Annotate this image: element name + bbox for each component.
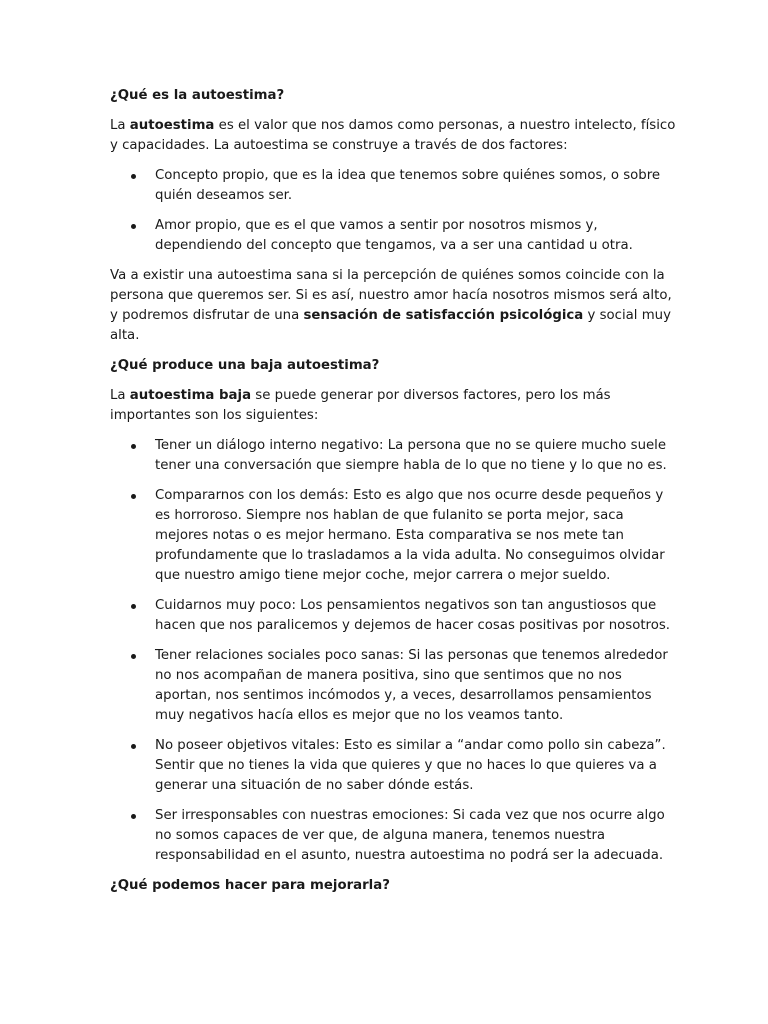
text-run: es el valor que nos damos como personas, a nuestro intelecto, físico y capacidades. La autoestima se construye a través de dos factores: <box>110 118 676 153</box>
section-heading-que-es: ¿Qué es la autoestima? <box>110 88 285 103</box>
list-item <box>110 486 678 586</box>
bullet-icon <box>131 654 136 659</box>
list-item-text: Amor propio, que es el que vamos a sentir por nosotros mismos y, dependiendo del concepto que tengamos, va a ser una cantidad u otra. <box>155 218 633 253</box>
bold-term-satisfaccion: sensación de satisfacción psicológica <box>303 308 584 323</box>
list-item <box>110 736 678 796</box>
bullet-icon <box>131 814 136 819</box>
bold-term-autoestima-baja: autoestima baja <box>129 388 252 403</box>
bullet-icon <box>131 744 136 749</box>
list-item-text: Cuidarnos muy poco: Los pensamientos negativos son tan angustiosos que hacen que nos paralicemos y dejemos de hacer cosas positivas por nosotros. <box>155 598 671 633</box>
text-run: La <box>110 388 130 403</box>
list-item <box>110 436 678 476</box>
paragraph-autoestima-sana <box>110 266 678 346</box>
section-heading-baja-autoestima: ¿Qué produce una baja autoestima? <box>110 358 380 373</box>
list-item-text: Compararnos con los demás: Esto es algo que nos ocurre desde pequeños y es horroroso. Siempre nos hablan de que fulanito se porta mejor, saca mejores notas o es mejor hermano. Esta comparativa se nos mete tan profundamente que lo trasladamos a la vida adulta. No conseguimos olvidar que nuestro amigo tiene mejor coche, mejor carrera o mejor sueldo. <box>155 488 665 583</box>
list-item <box>110 806 678 866</box>
list-item <box>110 596 678 636</box>
causas-list <box>110 436 678 866</box>
list-item <box>110 166 678 206</box>
bullet-icon <box>131 174 136 179</box>
text-run: La <box>110 118 130 133</box>
list-item-text: Tener relaciones sociales poco sanas: Si las personas que tenemos alrededor no nos acompañan de manera positiva, sino que sentimos que no nos aportan, nos sentimos incómodos y, a veces, desarrollamos pensamientos muy negativos hacía ellos es mejor que no los veamos tanto. <box>155 648 668 723</box>
list-item-text: No poseer objetivos vitales: Esto es similar a “andar como pollo sin cabeza”. Sentir que no tienes la vida que quieres y que no haces lo que quieres va a generar una situación de no saber dónde estás. <box>155 738 666 793</box>
text-run: y social muy alta. <box>110 308 671 343</box>
list-item-text: Ser irresponsables con nuestras emociones: Si cada vez que nos ocurre algo no somos capaces de ver que, de alguna manera, tenemos nuestra responsabilidad en el asunto, nuestra autoestima no podrá ser la adecuada. <box>155 808 665 863</box>
list-item <box>110 646 678 726</box>
bullet-icon <box>131 444 136 449</box>
bullet-icon <box>131 604 136 609</box>
bold-term-autoestima: autoestima <box>129 118 215 133</box>
list-item-text: Tener un diálogo interno negativo: La persona que no se quiere mucho suele tener una conversación que siempre habla de lo que no tiene y lo que no es. <box>155 438 667 473</box>
bullet-icon <box>131 494 136 499</box>
text-run: Va a existir una autoestima sana si la percepción de quiénes somos coincide con la persona que queremos ser. Si es así, nuestro amor hacía nosotros mismos será alto, y podremos disfrutar de una <box>110 268 672 323</box>
document-page <box>110 86 678 896</box>
list-item-text: Concepto propio, que es la idea que tenemos sobre quiénes somos, o sobre quién deseamos ser. <box>155 168 661 203</box>
list-item <box>110 216 678 256</box>
paragraph-definicion <box>110 116 678 156</box>
paragraph-factores-baja <box>110 386 678 426</box>
section-heading-mejorarla: ¿Qué podemos hacer para mejorarla? <box>110 878 390 893</box>
factores-list <box>110 166 678 256</box>
text-run: se puede generar por diversos factores, pero los más importantes son los siguientes: <box>110 388 611 423</box>
bullet-icon <box>131 224 136 229</box>
